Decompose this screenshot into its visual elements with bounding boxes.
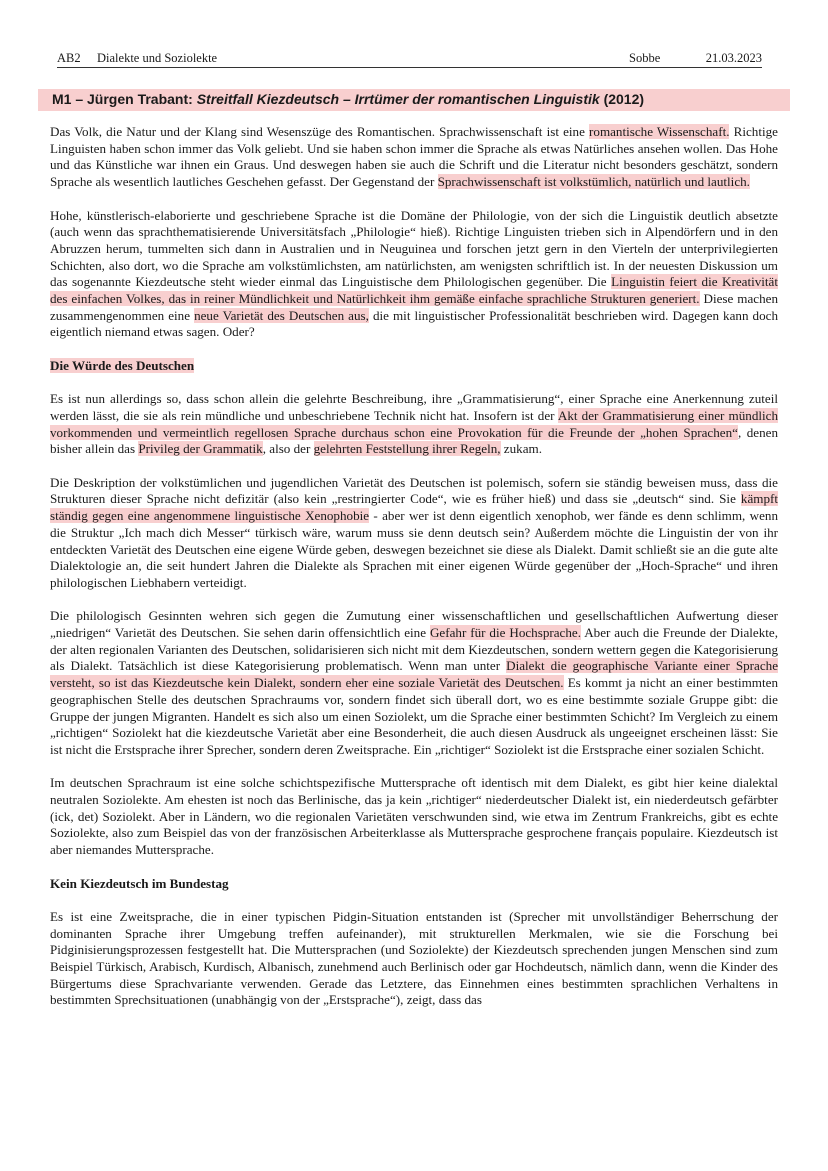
text-segment: zukam. [500, 441, 542, 457]
highlighted-text: Linguistin feiert die Kreativität des einfachen Volkes, das in reiner Mündlichkeit und Natürlichkeit ihm gemäße einfache sprachliche Strukturen generiert. [50, 274, 778, 307]
document-title [52, 91, 644, 107]
paragraph [50, 391, 778, 458]
page-header [57, 51, 762, 68]
highlighted-text: kämpft ständig gegen eine angenommene linguistische Xenophobie [50, 491, 778, 524]
text-segment: Es ist eine Zweitsprache, die in einer typischen Pidgin-Situation entstanden ist (Sprecher mit unvollständiger Beherrschung der dominanten Sprache ihrer Umgebung treffen aufeinander), mit strukturellen Merkmalen, wie sie die Forschung bei Pidginisierungsprozessen festgestellt hat. Die Muttersprachen (und Soziolekte) der Kiezdeutsch sprechenden jungen Menschen sind zum Beispiel Türkisch, Arabisch, Kurdisch, Albanisch, zunehmend auch Berlinisch oder gar Hochdeutsch, nämlich dann, wenn die Kinder des Bürgertums diese Sprachvariante verwenden. Gerade das Letztere, das Einnehmen eines bestimmten sprachlichen Verhaltens in bestimmten Sprechsituationen (unabhängig von der „Erstsprache“), zeigt, dass das [50, 908, 778, 1008]
section-heading [50, 358, 778, 375]
text-segment: , denen bisher allein das [50, 424, 778, 457]
highlighted-text: Dialekt die geographische Variante einer Sprache versteht, so ist das Kiezdeutsche kein Dialekt, sondern eher eine soziale Varietät des Deutschen. [50, 658, 779, 691]
text-segment: Es kommt ja nicht an einer bestimmten geographischen Stelle des deutschen Sprachraums vor, sondern findet sich überall dort, wo es eine bestimmte soziale Gruppe gibt: die Gruppe der jungen Migranten. Handelt es sich also um einen Soziolekt, um die Sprache einer bestimmten Schicht? Im Vergleich zu einem „richtigen“ Soziolekt hat die kiezdeutsche Varietät aber eine Besonderheit, die auch diesen Ausdruck als ungeeignet erscheinen lässt: Sie ist nicht die Erstsprache ihrer Sprecher, sondern deren Zweitsprache. Ein „richtiger“ Soziolekt ist die Erstsprache einer sozialen Schicht. [50, 675, 778, 757]
highlighted-text: Sprachwissenschaft ist volkstümlich, natürlich und lautlich. [437, 174, 750, 190]
highlighted-text: Privileg der Grammatik [138, 441, 263, 457]
text-segment: , also der [262, 441, 314, 457]
text-segment: die mit linguistischer Professionalität beschrieben wird. Dagegen kann doch eigentlich niemand etwas sagen. Oder? [50, 307, 779, 340]
highlighted-text: Akt der Grammatisierung einer mündlich vorkommenden und vermeintlich regellosen Sprache durchaus schon eine Provokation für die Freunde der „hohen Sprachen“ [50, 407, 778, 440]
text-segment: Richtige Linguisten haben schon immer das Volk geliebt. Und sie haben schon immer die Sprache als etwas Natürliches ansehen wollen. Das Hohe und das Künstliche war ihnen ein Graus. Und deswegen haben sie auch die Schrift und die Literatur nicht besonders geschätzt, sondern Sprache als wesentlich lautliches Geschehen gefasst. Der Gegenstand der [50, 124, 778, 190]
worksheet-topic: Dialekte und Soziolekte [97, 51, 218, 65]
text-segment: Die philologisch Gesinnten wehren sich gegen die Zumutung einer wissenschaftlichen und gesellschaftlichen Aufwertung dieser „niedrigen“ Varietät des Deutschen. Sie sehen darin offensichtlich eine [50, 608, 778, 641]
text-segment: Das Volk, die Natur und der Klang sind Wesenszüge des Romantischen. Sprachwissenschaft ist eine [50, 124, 590, 139]
highlighted-text: romantische Wissenschaft. [589, 124, 730, 139]
highlighted-text: Gefahr für die Hochsprache. [429, 625, 581, 641]
text-segment: Im deutschen Sprachraum ist eine solche schichtspezifische Muttersprache oft identisch mit dem Dialekt, es gibt hier keine dialektal neutralen Soziolekte. Am ehesten ist noch das Berlinische, das ja kein „richtiger“ niederdeutscher Dialekt ist, ein niederdeutsch gefärbter (ick, det) Soziolekt. Aber in Ländern, wo die regionalen Varietäten verschwunden sind, wie etwa im Zentrum Frankreichs, gibt es echte Soziolekte, also zum Beispiel das von der französischen Arbeiterklasse als Muttersprache gesprochene français populaire. Kiezdeutsch ist aber niemandes Muttersprache. [50, 775, 778, 858]
text-segment: Diese machen zusammengenommen eine [50, 291, 778, 323]
paragraph [50, 608, 778, 758]
section-heading-text: Kein Kiezdeutsch im Bundestag [50, 875, 229, 891]
text-segment: Es ist nun allerdings so, dass schon allein die gelehrte Beschreibung, ihre „Grammatisierung“, einer Sprache eine Anerkennung zuteil werden lässt, die sie als rein mündliche und unbeschriebene Technik nicht hat. Insofern ist der [50, 391, 778, 423]
highlighted-text: neue Varietät des Deutschen aus, [194, 307, 369, 323]
worksheet-date: 21.03.2023 [705, 51, 762, 65]
title-work: Streitfall Kiezdeutsch – Irrtümer der romantischen Linguistik [196, 91, 600, 107]
text-segment: - aber wer ist denn eigentlich xenophob, wer fände es denn schlimm, wenn die Struktur „Ich mach dich Messer“ türkisch wäre, warum muss sie denn deutsch sein? Außerdem möchte die Linguistin der von ihr entdeckten Varietät des Deutschen eine eigene Würde geben, deswegen bezeichnet sie diese als Dialekt. Damit schließt sie an die gute alte Dialektologie an, die seit hundert Jahren die Dialekte als Sprachen mit einer eigenen Würde gegenüber der „Hoch-Sprache“ und ihren philologischen Liebhabern verteidigt. [50, 508, 778, 590]
paragraph [50, 124, 778, 191]
title-year: (2012) [599, 91, 645, 107]
worksheet-code: AB2 [57, 51, 81, 65]
section-heading [50, 876, 778, 893]
paragraph [50, 909, 778, 1009]
highlighted-text: gelehrten Feststellung ihrer Regeln, [313, 441, 501, 457]
paragraph [50, 208, 778, 342]
article-body [50, 124, 778, 1026]
paragraph [50, 475, 778, 592]
title-prefix: M1 – Jürgen Trabant: [52, 91, 197, 107]
text-segment: Aber auch die Freunde der Dialekte, der alten regionalen Varianten des Deutschen, solidarisieren sich nicht mit dem Kiezdeutschen, sondern wettern gegen die Kategorisierung als Dialekt. Tatsächlich ist diese Kategorisierung problematisch. Wenn man unter [50, 625, 778, 674]
section-heading-text: Die Würde des Deutschen [50, 357, 195, 373]
author-name: Sobbe [629, 51, 661, 65]
text-segment: Hohe, künstlerisch-elaborierte und geschriebene Sprache ist die Domäne der Philologie, von der sich die Linguistik deutlich absetzte (auch wenn das sprachthematisierende Universitätsfach „Philologie“ hieß). Richtige Linguisten trieben sich in Alpendörfern und in den Abruzzen herum, tummelten sich dann in Australien und in Neuguinea und forschen jetzt gern in den Vierteln der unterprivilegierten Schichten, also dort, wo die Sprache am volkstümlichsten, am natürlichsten, am wenigsten schriftlich ist. In der neuesten Diskussion um das sogenannte Kiezdeutsche steht wieder einmal das Linguistische dem Philologischen gegenüber. Die [50, 207, 778, 290]
paragraph [50, 775, 778, 859]
text-segment: Die Deskription der volkstümlichen und jugendlichen Varietät des Deutschen ist polemisch, sofern sie ständig beweisen muss, dass die Strukturen dieser Sprache nicht defizitär (also kein „restringierter Code“, wie es früher hieß) und dass sie „deutsch“ sind. Sie [50, 474, 778, 507]
